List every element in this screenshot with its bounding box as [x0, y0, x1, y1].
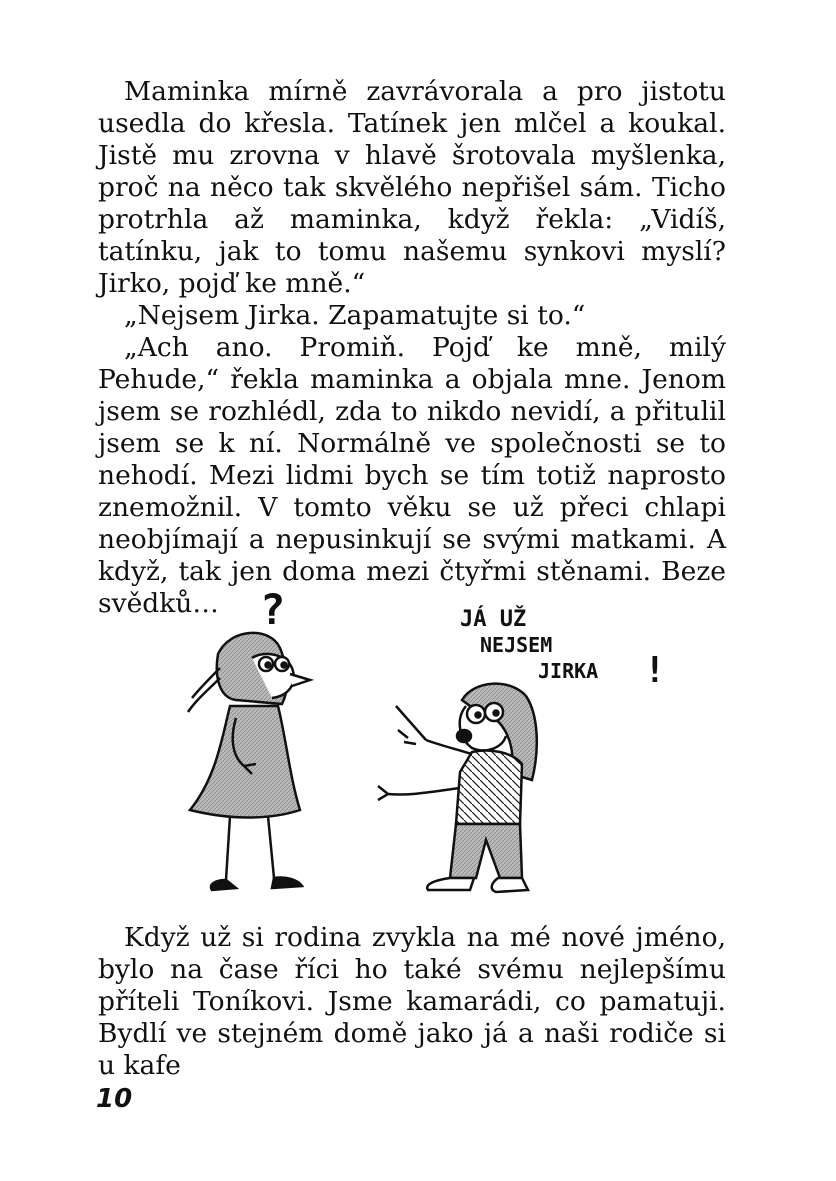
text-block-top [98, 76, 726, 620]
paragraph: „Nejsem Jirka. Zapamatujte si to.“ [124, 300, 586, 331]
paragraph: Když už si rodina zvykla na mé nové jméno, bylo na čase říci ho také svému nejlepšímu příteli Toníkovi. Jsme kamarádi, co pamatuji. Bydlí ve stejném domě jako já a naši rodiče si u kafe [98, 922, 726, 1081]
paragraph: Maminka mírně zavrávorala a pro jistotu usedla do křesla. Tatínek jen mlčel a koukal. Jistě mu zrovna v hlavě šrotovala myšlenka, proč na něco tak skvělého nepřišel sám. Ticho protrhla až maminka, když řekla: „Vidíš, tatínku, jak to tomu našemu synkovi myslí? Jirko, pojď ke mně.“ [98, 76, 726, 299]
speech-line-3: JIRKA [538, 659, 599, 683]
text-block-bottom [98, 922, 726, 1082]
cartoon-illustration [160, 588, 680, 908]
page-number: 10 [96, 1084, 133, 1114]
exclamation-mark: ! [644, 650, 666, 691]
speech-line-2: NEJSEM [480, 633, 553, 657]
paragraph: „Ach ano. Promiň. Pojď ke mně, milý Pehude,“ řekla maminka a objala mne. Jenom jsem se rozhlédl, zda to nikdo nevidí, a přitulil jsem se k ní. Normálně ve společnosti se to nehodí. Mezi lidmi bych se tím totiž naprosto znemožnil. V tomto věku se už přeci chlapi neobjímají a nepusinkují se svými matkami. A když, tak jen doma mezi čtyřmi stěnami. Beze svědků… [98, 332, 726, 619]
speech-line-1: JÁ UŽ [460, 607, 527, 632]
boy-figure [378, 684, 537, 892]
woman-figure [188, 633, 310, 890]
question-mark: ? [260, 588, 286, 634]
